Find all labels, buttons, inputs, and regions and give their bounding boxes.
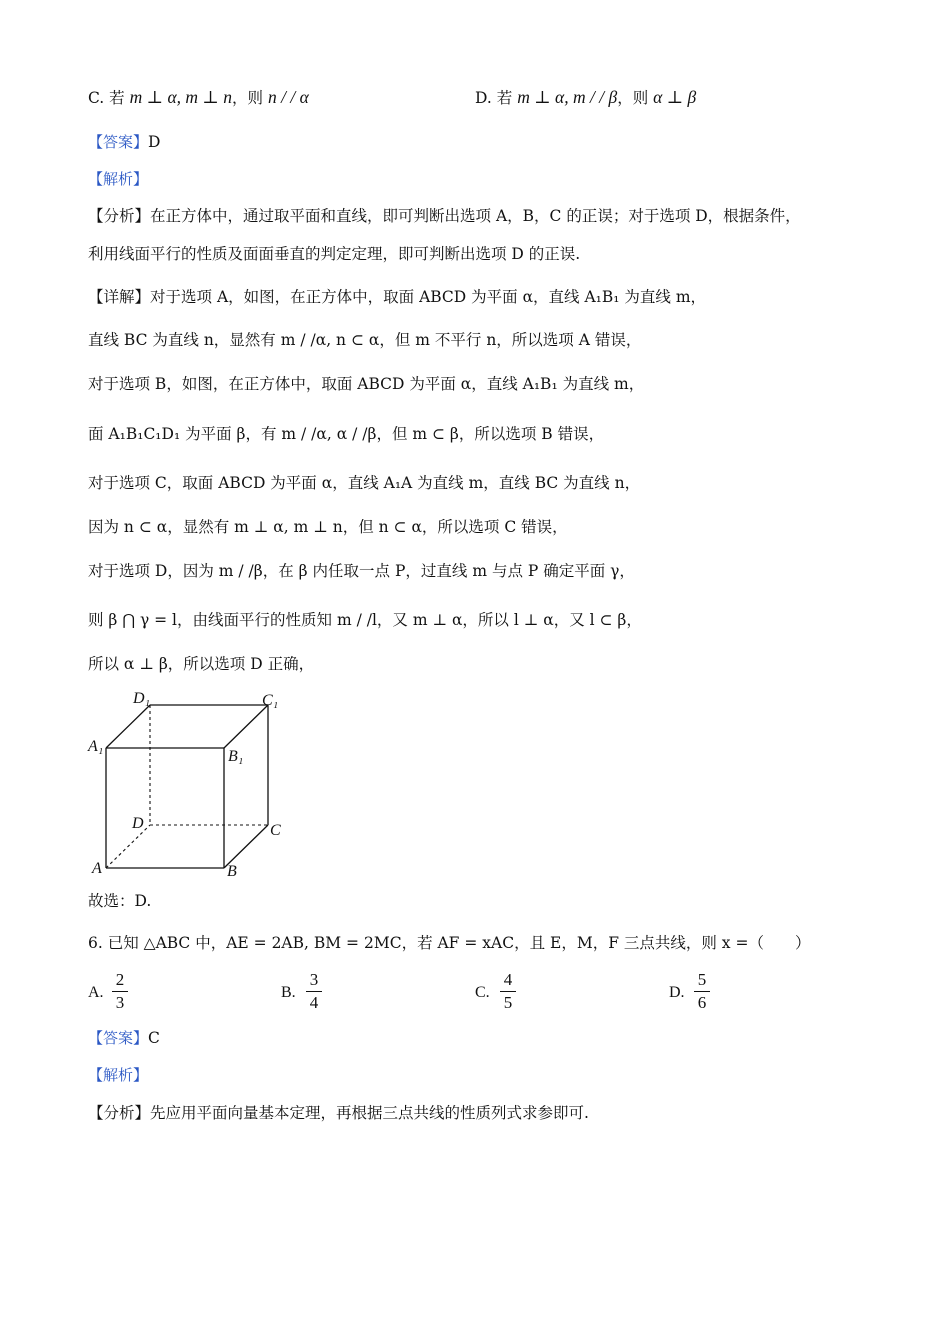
label-a: A <box>92 860 102 877</box>
q6-answer-line: 【答案】C <box>88 1029 160 1047</box>
option-c: C. 若 m ⊥ α, m ⊥ n，则 n / / α <box>88 87 309 107</box>
q6-analysis-tag: 【解析】 <box>88 1066 149 1084</box>
label-d1: D₁ <box>133 690 151 707</box>
q5-choice: 故选：D. <box>88 892 152 910</box>
q6-option-b-label: B. <box>281 984 296 1001</box>
q6-option-c-label: C. <box>475 984 490 1001</box>
cube-figure <box>86 683 296 883</box>
detail-line-1: 【详解】对于选项 A，如图，在正方体中，取面 ABCD 为平面 α，直线 A₁B₁ 为直线 m， <box>88 288 707 306</box>
edge-a1d1 <box>106 705 150 748</box>
q6-option-d-frac: 5 6 <box>694 970 710 1013</box>
q6-fenxi-line: 【分析】先应用平面向量基本定理，再根据三点共线的性质列式求参即可. <box>88 1104 589 1122</box>
fenxi-line-1: 【分析】在正方体中，通过取平面和直线，即可判断出选项 A，B，C 的正误；对于选项 D，根据条件， <box>88 207 801 225</box>
fenxi-line-2: 利用线面平行的性质及面面垂直的判定定理，即可判断出选项 D 的正误. <box>88 245 581 263</box>
q6-fenxi-tag: 【分析】 <box>88 1104 151 1122</box>
edge-b1c1 <box>224 705 268 748</box>
detail-line-2: 直线 BC 为直线 n，显然有 m / /α, n ⊂ α，但 m 不平行 n，所以选项 A 错误， <box>88 331 642 349</box>
q6-answer-tag: 【答案】 <box>88 1029 149 1047</box>
label-a1: A₁ <box>88 738 104 755</box>
fenxi-tag: 【分析】 <box>88 207 151 225</box>
q6-option-a-frac: 2 3 <box>112 970 128 1013</box>
detail-line-5: 对于选项 C，取面 ABCD 为平面 α，直线 A₁A 为直线 m，直线 BC 为直线 n， <box>88 474 641 492</box>
label-b1: B₁ <box>228 748 244 765</box>
detail-tag: 【详解】 <box>88 288 151 306</box>
q6-stem: 6. 已知 △ABC 中，AE = 2AB, BM = 2MC，若 AF = xAC，且 E，M，F 三点共线，则 x =（ ） <box>88 934 811 952</box>
edge-bc <box>224 825 268 868</box>
detail-line-9: 所以 α ⊥ β，所以选项 D 正确， <box>88 655 315 673</box>
detail-line-7: 对于选项 D，因为 m / /β，在 β 内任取一点 P，过直线 m 与点 P 确定平面 γ， <box>88 562 635 580</box>
q6-option-b-frac: 3 4 <box>306 970 322 1013</box>
label-b: B <box>227 863 237 880</box>
q6-option-a-label: A. <box>88 984 104 1001</box>
label-c1: C₁ <box>262 692 279 709</box>
detail-line-6: 因为 n ⊂ α，显然有 m ⊥ α, m ⊥ n，但 n ⊂ α，所以选项 C 错误， <box>88 518 568 536</box>
label-c: C <box>270 822 281 839</box>
option-d: D. 若 m ⊥ α, m / / β，则 α ⊥ β <box>475 87 697 107</box>
label-d: D <box>132 815 144 832</box>
q6-option-d-label: D. <box>669 984 685 1001</box>
detail-line-8: 则 β ⋂ γ = l，由线面平行的性质知 m / /l，又 m ⊥ α，所以 l ⊥ α，又 l ⊂ β， <box>88 611 642 629</box>
answer-line: 【答案】D <box>88 133 161 151</box>
analysis-tag: 【解析】 <box>88 170 149 188</box>
q6-option-c-frac: 4 5 <box>500 970 516 1013</box>
answer-tag: 【答案】 <box>88 133 149 151</box>
detail-line-3: 对于选项 B，如图，在正方体中，取面 ABCD 为平面 α，直线 A₁B₁ 为直线 m， <box>88 375 645 393</box>
detail-line-4: 面 A₁B₁C₁D₁ 为平面 β，有 m / /α, α / /β，但 m ⊂ β，所以选项 B 错误， <box>88 425 605 443</box>
